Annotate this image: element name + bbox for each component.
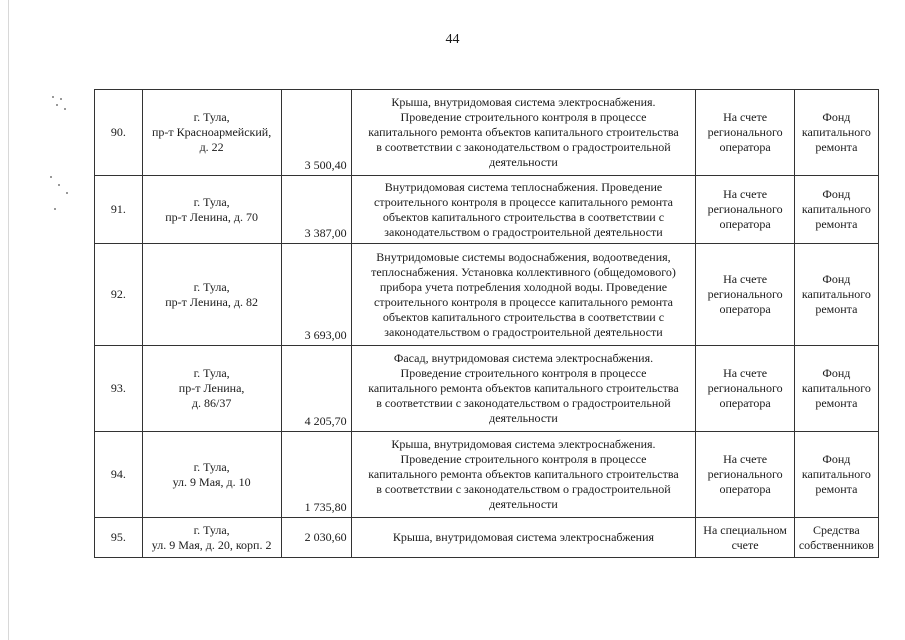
fund-cell [794, 432, 878, 518]
row-number: 95. [95, 518, 143, 558]
table-row [95, 244, 879, 346]
address-cell [142, 346, 281, 432]
cost-cell: 3 500,40 [281, 90, 351, 176]
works-line: Фасад, внутридомовая система электроснабжения. [393, 351, 654, 365]
address-line: ул. 9 Мая, д. 20, корп. 2 [151, 537, 272, 552]
address-line: д. 22 [199, 140, 224, 154]
address-line: г. Тула, [193, 366, 230, 380]
account-line: регионального [707, 287, 783, 301]
works-line: Проведение строительного контроля в процессе [400, 110, 647, 124]
works-line: Крыша, внутридомовая система электроснабжения. [391, 95, 656, 109]
fund-line: капитального [801, 467, 871, 481]
works-line: строительного контроля в процессе капитального ремонта [374, 194, 673, 209]
account-line: регионального [707, 381, 783, 395]
fund-line: капитального [801, 381, 871, 395]
row-number: 91. [95, 176, 143, 244]
works-line: деятельности [489, 411, 558, 425]
account-cell [696, 432, 794, 518]
fund-cell [794, 518, 878, 558]
works-line: Крыша, внутридомовая система электроснабжения. [391, 437, 656, 451]
account-line: На счете [723, 110, 768, 124]
table-row [95, 432, 879, 518]
fund-cell [794, 244, 878, 346]
works-cell [351, 244, 696, 346]
scan-margin-line [8, 0, 9, 640]
address-cell [142, 432, 281, 518]
fund-line: капитального [801, 287, 871, 301]
table-row [95, 518, 879, 558]
works-line: строительного контроля в процессе капитального ремонта [374, 294, 673, 309]
address-line: пр-т Ленина, [178, 381, 245, 395]
address-line: д. 86/37 [191, 396, 232, 410]
row-number: 90. [95, 90, 143, 176]
account-cell [696, 90, 794, 176]
works-line: объектов капитального строительства в соответствии с [382, 309, 665, 324]
fund-line: капитального [801, 125, 871, 139]
account-cell [696, 176, 794, 244]
works-line: в соответствии с законодательством о градостроительной [376, 140, 671, 154]
address-line: г. Тула, [193, 110, 230, 124]
account-line: регионального [707, 125, 783, 139]
fund-line: Фонд [822, 187, 851, 201]
account-cell [696, 346, 794, 432]
row-number: 92. [95, 244, 143, 346]
account-line: оператора [719, 140, 771, 154]
works-line: законодательством о градостроительной деятельности [384, 224, 663, 239]
address-cell [142, 244, 281, 346]
fund-line: ремонта [815, 482, 858, 496]
works-line: Проведение строительного контроля в процессе [400, 366, 647, 380]
works-line: деятельности [489, 497, 558, 511]
fund-line: ремонта [815, 302, 858, 316]
works-line: теплоснабжения. Установка коллективного (общедомового) [371, 264, 676, 279]
page-number: 44 [445, 32, 460, 47]
account-line: оператора [719, 302, 771, 316]
address-line: г. Тула, [193, 279, 230, 294]
account-line: регионального [707, 467, 783, 481]
works-line: деятельности [489, 155, 558, 169]
address-cell [142, 518, 281, 558]
account-line: На счете [723, 452, 768, 466]
fund-line: Средства [813, 522, 860, 537]
works-line: объектов капитального строительства в соответствии с [382, 209, 665, 224]
scan-specks [48, 96, 78, 226]
fund-line: ремонта [815, 140, 858, 154]
repair-program-table [94, 89, 879, 558]
cost-cell: 4 205,70 [281, 346, 351, 432]
works-line: капитального ремонта объектов капитального строительства [368, 381, 679, 395]
address-line: пр-т Ленина, д. 82 [165, 294, 258, 309]
address-line: пр-т Красноармейский, [152, 125, 272, 139]
fund-line: собственников [798, 537, 874, 552]
works-line: Крыша, внутридомовая система электроснабжения [392, 530, 655, 544]
table-body [95, 90, 879, 558]
address-cell [142, 90, 281, 176]
address-line: г. Тула, [193, 194, 230, 209]
cost-cell: 3 387,00 [281, 176, 351, 244]
fund-line: капитального [801, 202, 871, 216]
table-row [95, 90, 879, 176]
address-cell [142, 176, 281, 244]
fund-cell [794, 346, 878, 432]
table-row [95, 176, 879, 244]
fund-line: ремонта [815, 217, 858, 231]
fund-line: Фонд [822, 110, 851, 124]
fund-line: Фонд [822, 452, 851, 466]
address-line: г. Тула, [193, 522, 230, 537]
works-line: капитального ремонта объектов капитального строительства [368, 467, 679, 481]
fund-line: ремонта [815, 396, 858, 410]
works-line: прибора учета потребления холодной воды. Проведение [379, 279, 668, 294]
table-row [95, 346, 879, 432]
fund-line: Фонд [822, 272, 851, 286]
address-line: г. Тула, [193, 459, 230, 474]
fund-cell [794, 176, 878, 244]
cost-cell: 2 030,60 [281, 518, 351, 558]
works-line: Внутридомовая система теплоснабжения. Проведение [384, 179, 663, 194]
works-cell [351, 518, 696, 558]
account-cell [696, 244, 794, 346]
row-number: 93. [95, 346, 143, 432]
account-line: оператора [719, 482, 771, 496]
fund-cell [794, 90, 878, 176]
works-line: в соответствии с законодательством о градостроительной [376, 482, 671, 496]
account-line: На счете [723, 366, 768, 380]
works-cell [351, 346, 696, 432]
works-line: в соответствии с законодательством о градостроительной [376, 396, 671, 410]
account-line: регионального [707, 202, 783, 216]
works-cell [351, 432, 696, 518]
address-line: пр-т Ленина, д. 70 [165, 209, 258, 224]
account-line: счете [731, 537, 759, 552]
account-line: На специальном [703, 522, 787, 537]
fund-line: Фонд [822, 366, 851, 380]
address-line: ул. 9 Мая, д. 10 [172, 474, 251, 489]
works-cell [351, 176, 696, 244]
account-line: оператора [719, 396, 771, 410]
works-line: капитального ремонта объектов капитального строительства [368, 125, 679, 139]
works-line: законодательством о градостроительной деятельности [384, 324, 663, 339]
cost-cell: 3 693,00 [281, 244, 351, 346]
account-cell [696, 518, 794, 558]
account-line: На счете [723, 272, 768, 286]
row-number: 94. [95, 432, 143, 518]
works-line: Проведение строительного контроля в процессе [400, 452, 647, 466]
cost-cell: 1 735,80 [281, 432, 351, 518]
works-line: Внутридомовые системы водоснабжения, водоотведения, [376, 249, 671, 264]
account-line: оператора [719, 217, 771, 231]
account-line: На счете [723, 187, 768, 201]
works-cell [351, 90, 696, 176]
